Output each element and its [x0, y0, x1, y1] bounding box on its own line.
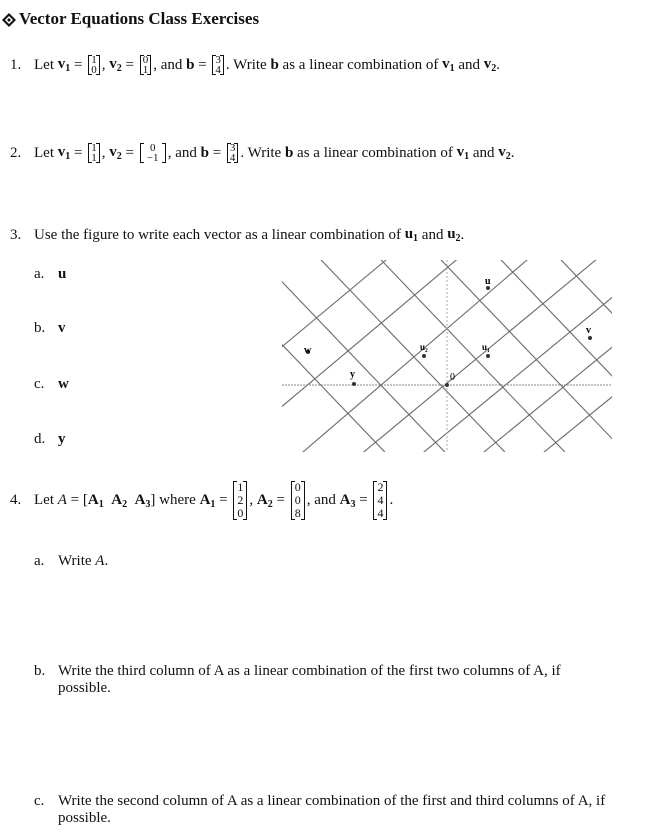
point-v: [588, 336, 592, 340]
q1-write: . Write: [225, 56, 267, 73]
q1-b: b: [186, 56, 195, 73]
q3-item-b: [34, 320, 66, 337]
question-1: 1. Let $v_1$ = 1 0 , $v_2$ = 0 1 , and b = 3 4 . Write b as a linear combination of $v_1$ and $v_2$ .: [10, 54, 500, 76]
label-w: w: [304, 345, 312, 356]
q4-A: A: [57, 492, 67, 508]
q4-part-c: [34, 793, 619, 827]
q1-and: and: [160, 56, 183, 73]
point-origin: [445, 383, 449, 387]
q4-A1: $A_1$: [87, 491, 104, 510]
q2-let: Let: [34, 144, 54, 161]
q4-A1-matrix: 1 2 0: [233, 481, 247, 520]
q4-part-c-letter: c.: [34, 793, 45, 809]
q1-v1-matrix: 1 0: [88, 55, 100, 75]
q4-part-b: [34, 663, 614, 697]
point-y: [352, 382, 356, 386]
q3-item-d-vec: y: [58, 431, 66, 447]
label-v: v: [586, 325, 591, 336]
q2-and: and: [175, 144, 197, 161]
q1-linear-combo: as a linear combination of: [282, 56, 439, 73]
q3-item-b-vec: v: [58, 320, 66, 336]
q4-A2: $A_2$: [111, 491, 128, 510]
label-y: y: [350, 369, 355, 380]
q1-let: Let: [34, 56, 54, 73]
q4-part-a-text: Write: [58, 553, 92, 569]
q1-v1-ref: $v_1$: [442, 56, 455, 74]
title-text: Vector Equations Class Exercises: [19, 9, 260, 28]
q4-part-b-letter: b.: [34, 663, 46, 679]
q4-and: and: [314, 492, 336, 508]
q1-v1: $v_1$: [57, 56, 71, 74]
q1-b-ref: b: [270, 56, 279, 73]
q4-A3: $A_3$: [134, 491, 151, 510]
q4-A3-def: $A_3$: [339, 491, 356, 510]
q2-b: b: [200, 144, 209, 161]
q3-u2: $u_2$: [447, 226, 461, 244]
q4-A1-def: $A_1$: [199, 491, 216, 510]
point-u1: [486, 354, 490, 358]
q4-number: 4.: [10, 492, 22, 508]
q4-part-b-text: Write the third column of A as a linear combination of the first two columns of A, if possible.: [58, 663, 561, 696]
question-3: 3. Use the figure to write each vector as a linear combination of $u_1$ and $u_2$ .: [10, 226, 465, 244]
q4-part-a-period: .: [104, 553, 109, 569]
move-handle-icon: [2, 12, 16, 26]
q3-item-a-letter: a.: [34, 266, 45, 282]
q2-b-matrix: 3 4: [227, 143, 239, 163]
q4-part-a-letter: a.: [34, 553, 45, 569]
q2-v1: $v_1$: [57, 144, 71, 162]
q2-v2-ref: $v_2$: [498, 144, 511, 162]
q2-v1-ref: $v_1$: [456, 144, 470, 162]
q3-item-d: [34, 431, 66, 448]
q4-part-c-text: Write the second column of A as a linear combination of the first and third columns of A, if possible.: [58, 793, 606, 826]
point-u2: [422, 354, 426, 358]
q3-u1: $u_1$: [404, 226, 419, 244]
q1-v2: $v_2$: [109, 56, 122, 74]
label-u1: u₁: [482, 342, 490, 352]
q2-v1-matrix: 1 1: [88, 143, 100, 163]
q3-item-c-letter: c.: [34, 376, 45, 392]
q3-text: Use the figure to write each vector as a linear combination of: [34, 226, 401, 243]
q1-number: 1.: [10, 56, 22, 73]
q4-where: where: [159, 492, 196, 508]
q2-number: 2.: [10, 144, 22, 161]
q4-part-a: [34, 553, 108, 570]
q3-item-b-letter: b.: [34, 320, 46, 336]
q3-item-a: [34, 266, 66, 283]
q3-and: and: [421, 226, 444, 243]
q3-item-c-vec: w: [58, 376, 69, 392]
q2-linear-combo: as a linear combination of: [297, 144, 453, 161]
q4-A2-def: $A_2$: [256, 491, 273, 510]
q1-b-matrix: 3 4: [212, 55, 224, 75]
q1-v2-ref: $v_2$: [483, 56, 497, 74]
q3-item-d-letter: d.: [34, 431, 46, 447]
q4-eq: = [: [70, 492, 88, 508]
q3-item-c: [34, 376, 69, 393]
vector-grid-figure: [282, 260, 612, 452]
label-origin: 0: [450, 372, 455, 383]
q4-close: ]: [150, 492, 156, 508]
q2-and-2: and: [472, 144, 495, 161]
q2-b-ref: b: [284, 144, 294, 161]
label-u: u: [485, 276, 491, 287]
q3-number: 3.: [10, 226, 22, 243]
q2-v2-matrix: 0 −1: [140, 143, 166, 163]
q3-item-a-vec: u: [58, 266, 67, 282]
label-u2: u₂: [420, 342, 428, 352]
q4-part-a-A: A: [95, 553, 105, 569]
q4-let: Let: [34, 492, 54, 508]
q1-v2-matrix: 0 1: [140, 55, 152, 75]
q1-and-2: and: [458, 56, 480, 73]
q2-write: . Write: [240, 144, 282, 161]
question-2: 2. Let $v_1$ = 1 1 , $v_2$ = 0 −1 , and b = 3 4 . Write b as a linear combination of $v_1$ and $v_2$ .: [10, 142, 515, 164]
q2-v2: $v_2$: [109, 144, 122, 162]
page-title: [2, 9, 259, 29]
q4-A2-matrix: 0 0 8: [291, 481, 305, 520]
q4-A3-matrix: 2 4 4: [373, 481, 387, 520]
question-4: 4. Let A = [ $A_1$ $A_2$ $A_3$ ] where $A_1$ = 1 2 0 , $A_2$ = 0 0 8 , and $A_3$ = 2 4 4 .: [10, 480, 394, 520]
